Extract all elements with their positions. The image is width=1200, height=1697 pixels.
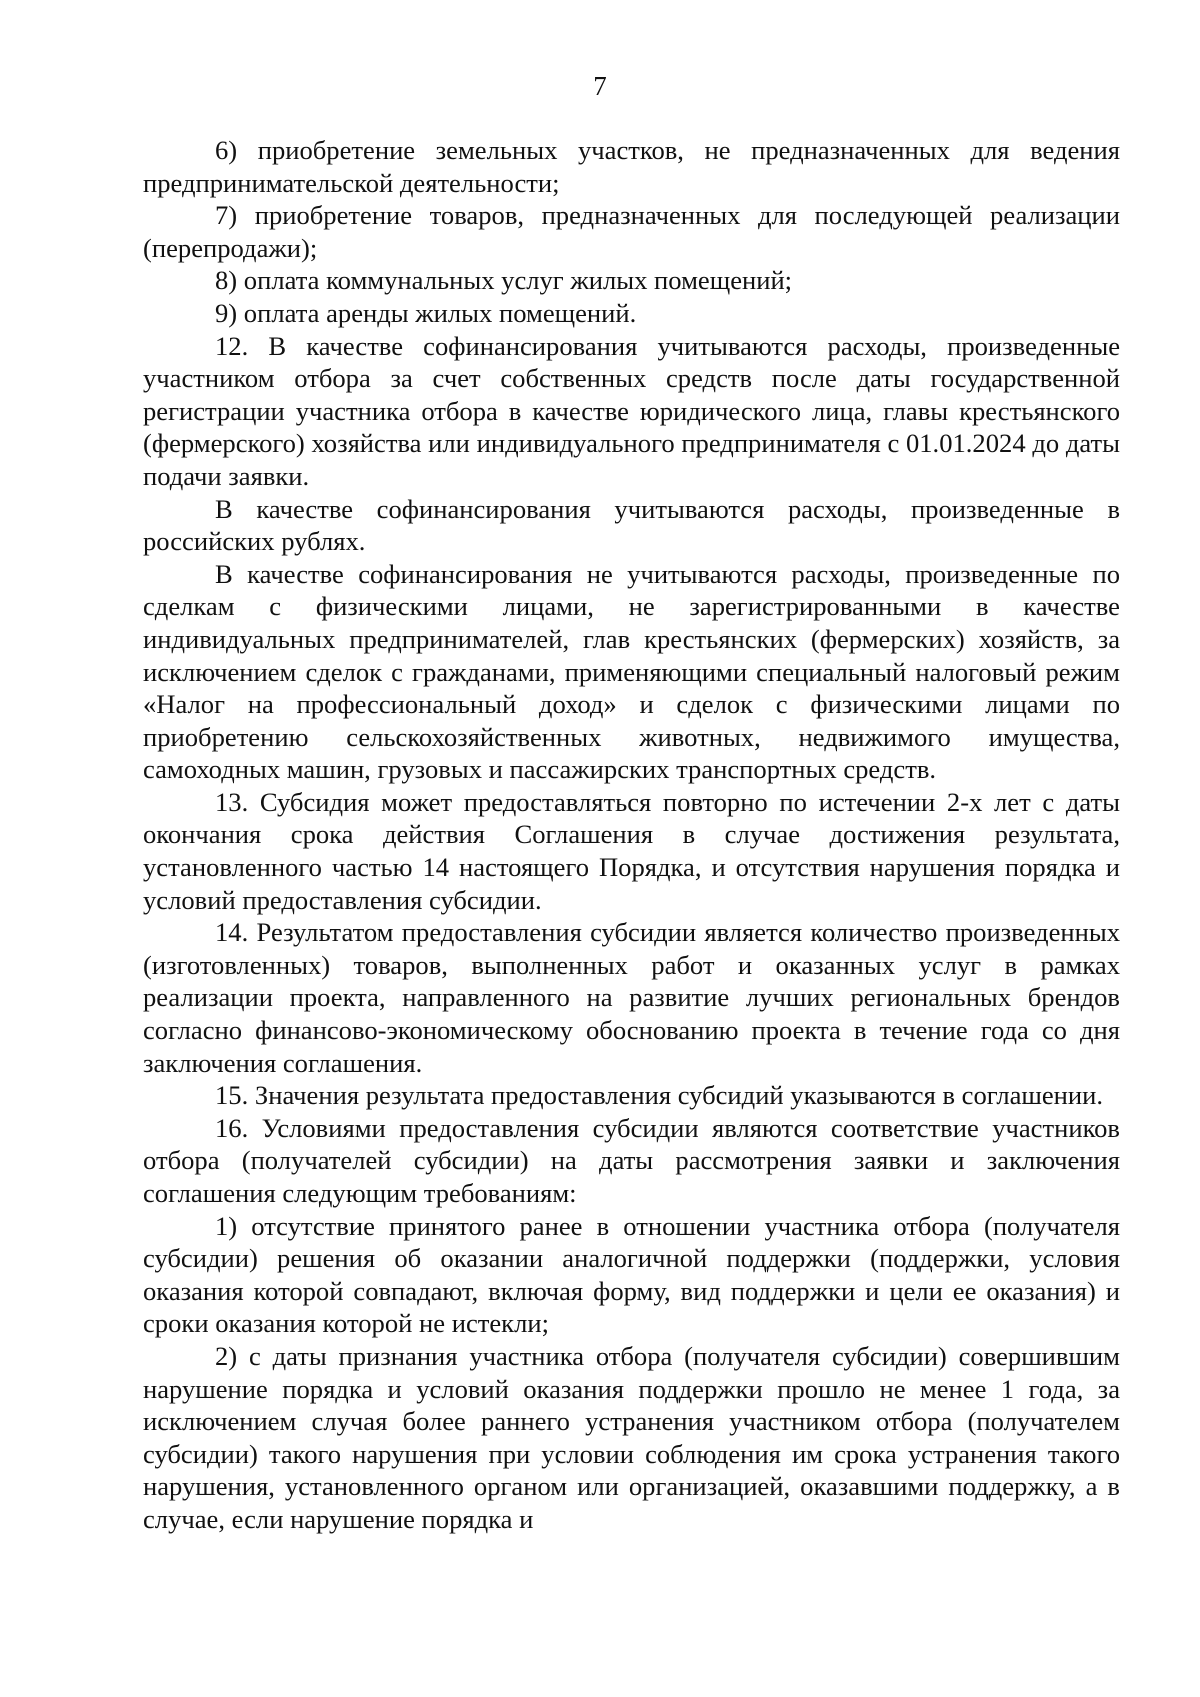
paragraph-clause-13: 13. Субсидия может предоставляться повторно по истечении 2-х лет с даты окончания срока действия Соглашения в случае достижения результата, установленного частью 14 настоящего Порядка, и отсутствия нарушения порядка и условий предоставления субсидии.	[143, 786, 1120, 915]
paragraph-cofinancing-exclusions: В качестве софинансирования не учитываются расходы, произведенные по сделкам с физическими лицами, не зарегистрированными в качестве индивидуальных предпринимателей, глав крестьянских (фермерских) хозяйств, за исключением сделок с гражданами, применяющими специальный налоговый режим «Налог на профессиональный доход» и сделок с физическими лицами по приобретению сельскохозяйственных животных, недвижимого имущества, самоходных машин, грузовых и пассажирских транспортных средств.	[143, 558, 1120, 785]
paragraph-item-6: 6) приобретение земельных участков, не предназначенных для ведения предпринимательской деятельности;	[143, 135, 1120, 198]
paragraph-clause-14: 14. Результатом предоставления субсидии является количество произведенных (изготовленных) товаров, выполненных работ и оказанных услуг в рамках реализации проекта, направленного на развитие лучших региональных брендов согласно финансово-экономическому обоснованию проекта в течение года со дня заключения соглашения.	[143, 917, 1120, 1078]
paragraph-condition-1: 1) отсутствие принятого ранее в отношении участника отбора (получателя субсидии) решения об оказании аналогичной поддержки (поддержки, условия оказания которой совпадают, включая форму, вид поддержки и цели ее оказания) и сроки оказания которой не истекли;	[143, 1210, 1120, 1339]
paragraph-condition-2: 2) с даты признания участника отбора (получателя субсидии) совершившим нарушение порядка и условий оказания поддержки прошло не менее 1 года, за исключением случая более раннего устранения участником отбора (получателем субсидии) такого нарушения при условии соблюдения им срока устранения такого нарушения, установленного органом или организацией, оказавшими поддержку, а в случае, если нарушение порядка и	[143, 1340, 1120, 1534]
paragraph-item-7: 7) приобретение товаров, предназначенных для последующей реализации (перепродажи);	[143, 200, 1120, 263]
paragraph-cofinancing-rubles: В качестве софинансирования учитываются расходы, произведенные в российских рублях.	[143, 493, 1120, 557]
page-number: 7	[593, 71, 607, 101]
paragraph-clause-15: 15. Значения результата предоставления субсидий указываются в соглашении.	[215, 1080, 1104, 1111]
paragraph-item-9: 9) оплата аренды жилых помещений.	[215, 297, 637, 328]
document-body	[143, 134, 1120, 1536]
paragraph-clause-16: 16. Условиями предоставления субсидии являются соответствие участников отбора (получателей субсидии) на даты рассмотрения заявки и заключения соглашения следующим требованиям:	[143, 1112, 1120, 1208]
paragraph-clause-12: 12. В качестве софинансирования учитываются расходы, произведенные участником отбора за счет собственных средств после даты государственной регистрации участника отбора в качестве юридического лица, главы крестьянского (фермерского) хозяйства или индивидуального предпринимателя с 01.01.2024 до даты подачи заявки.	[143, 330, 1120, 491]
paragraph-item-8: 8) оплата коммунальных услуг жилых помещений;	[215, 265, 793, 296]
